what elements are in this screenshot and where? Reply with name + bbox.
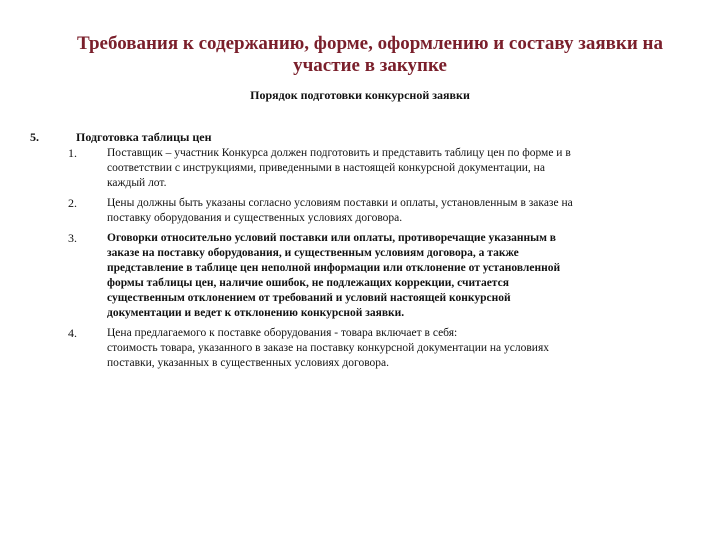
page-title <box>40 33 700 77</box>
subtitle: Порядок подготовки конкурсной заявки <box>250 88 470 102</box>
text-line: представление в таблице цен неполной информации или отклонение от установленной <box>107 262 561 274</box>
list-item <box>40 146 690 191</box>
text-line: документации и ведет к отклонению конкурсной заявки. <box>107 307 405 319</box>
text-line: формы таблицы цен, наличие ошибок, не подлежащих коррекции, считается <box>107 277 509 289</box>
section-number: 5. <box>30 130 39 144</box>
list-item-text <box>107 146 690 191</box>
list-item <box>40 231 690 321</box>
list-item-number: 2. <box>68 196 77 210</box>
list-item-number: 3. <box>68 231 77 245</box>
text-line: существенным отклонением от требований и условий настоящей конкурсной <box>107 292 511 304</box>
text-line: Цена предлагаемого к поставке оборудования - товара включает в себя: <box>107 327 458 339</box>
text-line: соответствии с инструкциями, приведенными в настоящей конкурсной документации, на <box>107 162 545 174</box>
list-item-text <box>107 196 690 226</box>
list-item <box>40 326 690 371</box>
text-line: Цены должны быть указаны согласно условиям поставки и оплаты, установленным в заказе на <box>107 197 573 209</box>
list-item-text <box>107 231 690 321</box>
section-heading: Подготовка таблицы цен <box>76 130 212 144</box>
text-line: заказе на поставку оборудования, и существенным условиям договора, а также <box>107 247 519 259</box>
title-line-1: Требования к содержанию, форме, оформлению и составу заявки на <box>77 33 663 54</box>
text-line: поставки, указанных в существенных условиях договора. <box>107 357 390 369</box>
title-line-2: участие в закупке <box>293 55 447 76</box>
numbered-list <box>40 146 690 376</box>
text-line: поставку оборудования и существенных условиях договора. <box>107 212 403 224</box>
text-line: Оговорки относительно условий поставки или оплаты, противоречащие указанным в <box>107 232 556 244</box>
text-line: каждый лот. <box>107 177 167 189</box>
text-line: стоимость товара, указанного в заказе на поставку конкурсной документации на условиях <box>107 342 549 354</box>
list-item-number: 4. <box>68 326 77 340</box>
list-item-text <box>107 326 690 371</box>
list-item-number: 1. <box>68 146 77 160</box>
list-item <box>40 196 690 226</box>
text-line: Поставщик – участник Конкурса должен подготовить и представить таблицу цен по форме и в <box>107 147 571 159</box>
